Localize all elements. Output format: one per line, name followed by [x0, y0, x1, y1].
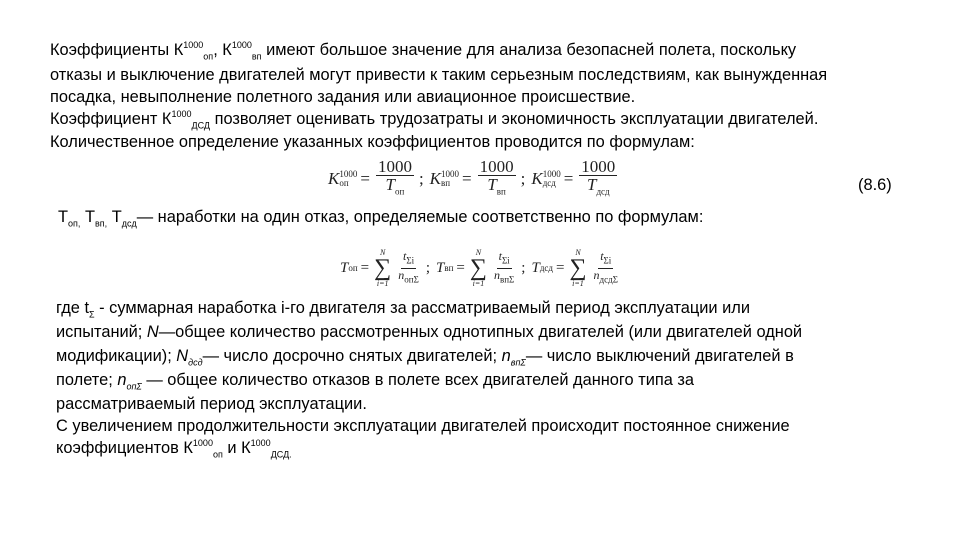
equation-number: (8.6) — [858, 176, 892, 194]
formula-coefficients: K 1000 оп = $\frac{1000}{T_{оп}}$ ; K 1000 вп = $\frac{1000}{T_{вп}}$ ; K 1000 дсд = $\frac{1000}{T_{дсд}}$ — [328, 157, 616, 197]
text-line-10: полете; $n_{оп\Sigma}$ — общее количество отказов в полете всех двигателей данного типа за — [56, 371, 695, 392]
text-line-5: Количественное определение указанных коэффициентов проводится по формулам: — [50, 133, 695, 151]
text-line-11: рассматриваемый период эксплуатации. — [56, 395, 367, 413]
text-line-8: испытаний; N—общее количество рассмотренных однотипных двигателей (или двигателей одной — [56, 323, 803, 341]
formula-mtbf: T оп = N ∑ i=1 $\frac{t_{\Sigma i}}{n_{оп\Sigma}}$ ; T вп = N ∑ i=1 $\frac{t_{\Sigma i}}{n_{вп\Sigma}}$ ; T дсд = N ∑ i=1 $\frac{t_{\Sigma i}}{n_{дсд\Sigma}}$ — [340, 248, 618, 288]
text-line-1: Коэффициенты $К^{1000}_{оп}$, $К^{1000}_{вп}$ имеют большое значение для анализа безопасней полета, поскольку — [50, 39, 797, 62]
text-line-4: Коэффициент $К^{1000}_{ДСД}$ позволяет оценивать трудозатраты и экономичность эксплуатации двигателей. — [50, 108, 819, 131]
text-line-3: посадка, невыполнение полетного задания или авиационное происшествие. — [50, 88, 636, 106]
text-line-13: коэффициентов $К^{1000}_{оп}$ и $К^{1000}_{ДСД.}$ — [56, 437, 292, 460]
text-line-7: где $t_\Sigma$ - суммарная наработка i-го двигателя за рассматриваемый период эксплуатации или — [56, 299, 751, 320]
text-line-12: С увеличением продолжительности эксплуатации двигателей происходит постоянное снижение — [56, 417, 790, 435]
text-line-9: модификации); $N_{дсд}—$ число досрочно снятых двигателей; $n_{вп\Sigma}—$ число выключений двигателей в — [56, 347, 794, 368]
text-line-6: $Т_{оп,}$ $Т_{вп,}$ $Т_{дсд}—$ наработки на один отказ, определяемые соответственно по формулам: — [58, 208, 704, 229]
text-line-2: отказы и выключение двигателей могут привести к таким серьезным последствиям, как вынужденная — [50, 66, 828, 84]
